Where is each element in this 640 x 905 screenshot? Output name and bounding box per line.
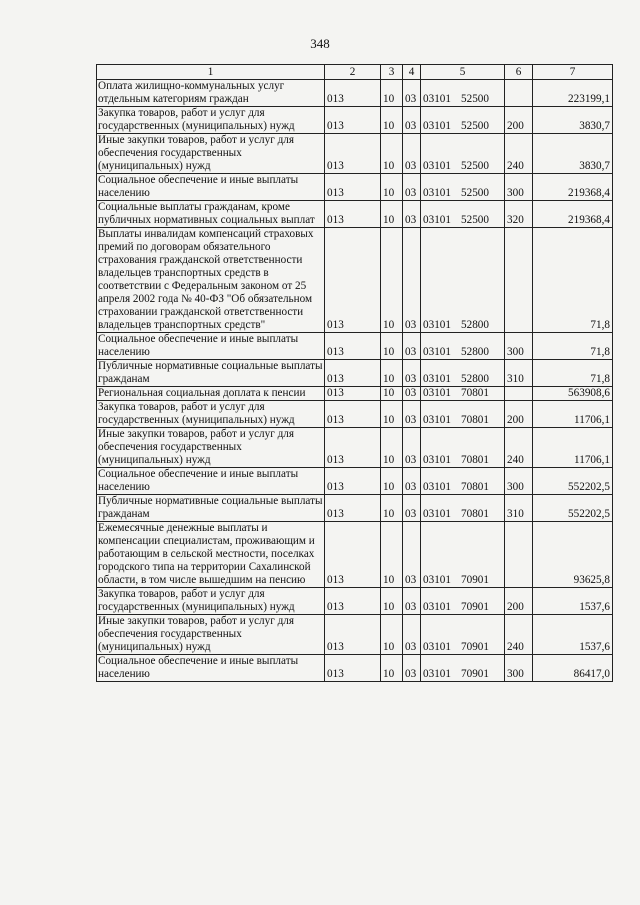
table-row bbox=[97, 80, 613, 107]
table-row bbox=[97, 655, 613, 682]
page-number: 348 bbox=[310, 36, 330, 51]
row-csr bbox=[421, 401, 505, 428]
row-csr bbox=[421, 588, 505, 615]
table-row bbox=[97, 495, 613, 522]
header-row bbox=[97, 65, 613, 80]
row-name: Закупка товаров, работ и услуг для государственных (муниципальных) нужд bbox=[97, 588, 325, 615]
row-csr-program: 03101 bbox=[423, 93, 451, 105]
row-csr bbox=[421, 333, 505, 360]
row-csr bbox=[421, 134, 505, 174]
row-csr bbox=[421, 468, 505, 495]
row-rz: 10 bbox=[381, 80, 403, 107]
row-name: Закупка товаров, работ и услуг для государственных (муниципальных) нужд bbox=[97, 107, 325, 134]
table-row bbox=[97, 333, 613, 360]
row-csr-code: 70801 bbox=[461, 481, 489, 493]
row-rz: 10 bbox=[381, 107, 403, 134]
row-pr: 03 bbox=[403, 387, 421, 401]
row-pr: 03 bbox=[403, 588, 421, 615]
table-row bbox=[97, 201, 613, 228]
row-vr: 200 bbox=[505, 107, 533, 134]
table-row bbox=[97, 360, 613, 387]
row-vr bbox=[505, 80, 533, 107]
row-csr bbox=[421, 201, 505, 228]
row-pr: 03 bbox=[403, 468, 421, 495]
row-pr: 03 bbox=[403, 360, 421, 387]
row-vr bbox=[505, 228, 533, 333]
row-sum: 93625,8 bbox=[533, 522, 613, 588]
row-sum: 219368,4 bbox=[533, 201, 613, 228]
row-rz: 10 bbox=[381, 468, 403, 495]
row-csr-code: 52500 bbox=[461, 187, 489, 199]
row-vr: 320 bbox=[505, 201, 533, 228]
row-rz: 10 bbox=[381, 615, 403, 655]
row-name: Ежемесячные денежные выплаты и компенсации специалистам, проживающим и работающим в сельской местности, поселках городского типа на территории Сахалинской области, в том числе вышедшим на пенсию bbox=[97, 522, 325, 588]
row-csr bbox=[421, 174, 505, 201]
row-gr: 013 bbox=[325, 495, 381, 522]
row-sum: 86417,0 bbox=[533, 655, 613, 682]
row-name: Социальное обеспечение и иные выплаты населению bbox=[97, 333, 325, 360]
row-sum: 219368,4 bbox=[533, 174, 613, 201]
row-rz: 10 bbox=[381, 428, 403, 468]
row-csr-code: 70901 bbox=[461, 668, 489, 680]
row-csr-code: 70901 bbox=[461, 641, 489, 653]
row-name: Региональная социальная доплата к пенсии bbox=[97, 387, 325, 401]
row-vr bbox=[505, 387, 533, 401]
row-csr-program: 03101 bbox=[423, 668, 451, 680]
row-pr: 03 bbox=[403, 428, 421, 468]
row-csr-program: 03101 bbox=[423, 120, 451, 132]
row-gr: 013 bbox=[325, 428, 381, 468]
table-row bbox=[97, 615, 613, 655]
row-csr bbox=[421, 522, 505, 588]
row-sum: 71,8 bbox=[533, 360, 613, 387]
row-csr-program: 03101 bbox=[423, 187, 451, 199]
row-pr: 03 bbox=[403, 333, 421, 360]
row-csr-code: 52500 bbox=[461, 214, 489, 226]
row-sum: 11706,1 bbox=[533, 401, 613, 428]
row-rz: 10 bbox=[381, 495, 403, 522]
row-csr bbox=[421, 387, 505, 401]
row-csr bbox=[421, 428, 505, 468]
row-name: Публичные нормативные социальные выплаты гражданам bbox=[98, 360, 323, 385]
row-csr bbox=[421, 495, 505, 522]
row-name: Оплата жилищно-коммунальных услуг отдельным категориям граждан bbox=[97, 80, 325, 107]
row-csr bbox=[421, 228, 505, 333]
row-rz: 10 bbox=[381, 360, 403, 387]
row-csr bbox=[421, 360, 505, 387]
row-pr: 03 bbox=[403, 201, 421, 228]
row-rz: 10 bbox=[381, 174, 403, 201]
row-vr: 310 bbox=[505, 360, 533, 387]
row-sum: 563908,6 bbox=[533, 387, 613, 401]
row-csr bbox=[421, 107, 505, 134]
table-row bbox=[97, 387, 613, 401]
row-vr: 240 bbox=[505, 428, 533, 468]
row-gr: 013 bbox=[325, 615, 381, 655]
row-pr: 03 bbox=[403, 495, 421, 522]
row-gr: 013 bbox=[325, 201, 381, 228]
row-name: Социальные выплаты гражданам, кроме публичных нормативных социальных выплат bbox=[97, 201, 325, 228]
row-csr bbox=[421, 615, 505, 655]
row-vr: 300 bbox=[505, 333, 533, 360]
row-sum: 11706,1 bbox=[533, 428, 613, 468]
header-col-7: 7 bbox=[533, 65, 613, 80]
row-vr: 200 bbox=[505, 588, 533, 615]
row-rz: 10 bbox=[381, 201, 403, 228]
row-csr-program: 03101 bbox=[423, 481, 451, 493]
row-gr: 013 bbox=[325, 80, 381, 107]
row-csr-code: 70901 bbox=[461, 574, 489, 586]
header-col-2: 2 bbox=[325, 65, 381, 80]
row-gr: 013 bbox=[325, 174, 381, 201]
row-sum: 71,8 bbox=[533, 228, 613, 333]
row-sum: 1537,6 bbox=[533, 615, 613, 655]
row-gr: 013 bbox=[325, 228, 381, 333]
row-sum: 3830,7 bbox=[533, 134, 613, 174]
row-csr-code: 52800 bbox=[461, 373, 489, 385]
row-gr: 013 bbox=[325, 134, 381, 174]
row-csr-program: 03101 bbox=[423, 319, 451, 331]
row-pr: 03 bbox=[403, 655, 421, 682]
table-row bbox=[97, 588, 613, 615]
row-pr: 03 bbox=[403, 401, 421, 428]
row-csr-program: 03101 bbox=[423, 454, 451, 466]
row-name: Иные закупки товаров, работ и услуг для обеспечения государственных (муниципальных) нужд bbox=[97, 134, 325, 174]
row-csr-code: 70801 bbox=[461, 414, 489, 426]
row-name: Закупка товаров, работ и услуг для государственных (муниципальных) нужд bbox=[97, 401, 325, 428]
row-vr: 300 bbox=[505, 468, 533, 495]
row-gr: 013 bbox=[325, 333, 381, 360]
row-rz: 10 bbox=[381, 228, 403, 333]
budget-table bbox=[96, 64, 613, 682]
table-row bbox=[97, 401, 613, 428]
row-name: Иные закупки товаров, работ и услуг для обеспечения государственных (муниципальных) нужд bbox=[97, 428, 325, 468]
table-row bbox=[97, 134, 613, 174]
row-gr: 013 bbox=[325, 107, 381, 134]
table-row bbox=[97, 428, 613, 468]
row-gr: 013 bbox=[325, 387, 381, 401]
row-name: Социальное обеспечение и иные выплаты населению bbox=[97, 468, 325, 495]
row-csr-program: 03101 bbox=[423, 601, 451, 613]
row-csr-code: 70801 bbox=[461, 454, 489, 466]
row-csr-program: 03101 bbox=[423, 508, 451, 520]
row-gr: 013 bbox=[325, 655, 381, 682]
row-vr: 240 bbox=[505, 615, 533, 655]
row-pr: 03 bbox=[403, 228, 421, 333]
row-gr: 013 bbox=[325, 401, 381, 428]
row-csr-program: 03101 bbox=[423, 373, 451, 385]
row-csr-program: 03101 bbox=[423, 414, 451, 426]
row-name: Публичные нормативные социальные выплаты гражданам bbox=[98, 495, 323, 520]
header-col-6: 6 bbox=[505, 65, 533, 80]
row-name: Социальное обеспечение и иные выплаты населению bbox=[97, 174, 325, 201]
row-rz: 10 bbox=[381, 655, 403, 682]
row-rz: 10 bbox=[381, 333, 403, 360]
row-sum: 223199,1 bbox=[533, 80, 613, 107]
table-row bbox=[97, 107, 613, 134]
row-csr bbox=[421, 80, 505, 107]
row-vr bbox=[505, 522, 533, 588]
row-gr: 013 bbox=[325, 522, 381, 588]
row-pr: 03 bbox=[403, 174, 421, 201]
header-col-4: 4 bbox=[403, 65, 421, 80]
table-row bbox=[97, 228, 613, 333]
row-csr bbox=[421, 655, 505, 682]
row-csr-program: 03101 bbox=[423, 160, 451, 172]
row-name: Выплаты инвалидам компенсаций страховых премий по договорам обязательного страхования гражданской ответственности владельцев транспортных средств в соответствии с Федеральным законом от 25 апреля 2002 года № 40-ФЗ "Об обязательном страховании гражданской ответственности владельцев транспортных средств" bbox=[97, 228, 325, 333]
row-csr-code: 52800 bbox=[461, 319, 489, 331]
row-csr-program: 03101 bbox=[423, 387, 451, 399]
table-row bbox=[97, 174, 613, 201]
row-rz: 10 bbox=[381, 387, 403, 401]
row-csr-code: 70801 bbox=[461, 387, 489, 399]
row-gr: 013 bbox=[325, 468, 381, 495]
row-gr: 013 bbox=[325, 360, 381, 387]
row-pr: 03 bbox=[403, 107, 421, 134]
row-name: Социальное обеспечение и иные выплаты населению bbox=[97, 655, 325, 682]
row-vr: 240 bbox=[505, 134, 533, 174]
header-col-3: 3 bbox=[381, 65, 403, 80]
row-rz: 10 bbox=[381, 588, 403, 615]
row-csr-program: 03101 bbox=[423, 346, 451, 358]
row-csr-code: 70801 bbox=[461, 508, 489, 520]
row-rz: 10 bbox=[381, 401, 403, 428]
row-pr: 03 bbox=[403, 615, 421, 655]
row-sum: 552202,5 bbox=[533, 495, 613, 522]
row-csr-code: 52500 bbox=[461, 120, 489, 132]
row-vr: 300 bbox=[505, 655, 533, 682]
row-sum: 552202,5 bbox=[533, 468, 613, 495]
row-vr: 310 bbox=[505, 495, 533, 522]
row-gr: 013 bbox=[325, 588, 381, 615]
row-csr-program: 03101 bbox=[423, 574, 451, 586]
row-sum: 71,8 bbox=[533, 333, 613, 360]
table-row bbox=[97, 468, 613, 495]
row-vr: 200 bbox=[505, 401, 533, 428]
row-csr-code: 52800 bbox=[461, 346, 489, 358]
row-csr-code: 70901 bbox=[461, 601, 489, 613]
row-rz: 10 bbox=[381, 522, 403, 588]
row-pr: 03 bbox=[403, 80, 421, 107]
row-csr-program: 03101 bbox=[423, 641, 451, 653]
row-vr: 300 bbox=[505, 174, 533, 201]
row-rz: 10 bbox=[381, 134, 403, 174]
header-col-5: 5 bbox=[421, 65, 505, 80]
row-csr-code: 52500 bbox=[461, 160, 489, 172]
table-row bbox=[97, 522, 613, 588]
row-sum: 1537,6 bbox=[533, 588, 613, 615]
header-col-1: 1 bbox=[97, 65, 325, 80]
row-csr-program: 03101 bbox=[423, 214, 451, 226]
row-csr-code: 52500 bbox=[461, 93, 489, 105]
row-sum: 3830,7 bbox=[533, 107, 613, 134]
row-pr: 03 bbox=[403, 134, 421, 174]
row-name: Иные закупки товаров, работ и услуг для обеспечения государственных (муниципальных) нужд bbox=[97, 615, 325, 655]
row-pr: 03 bbox=[403, 522, 421, 588]
